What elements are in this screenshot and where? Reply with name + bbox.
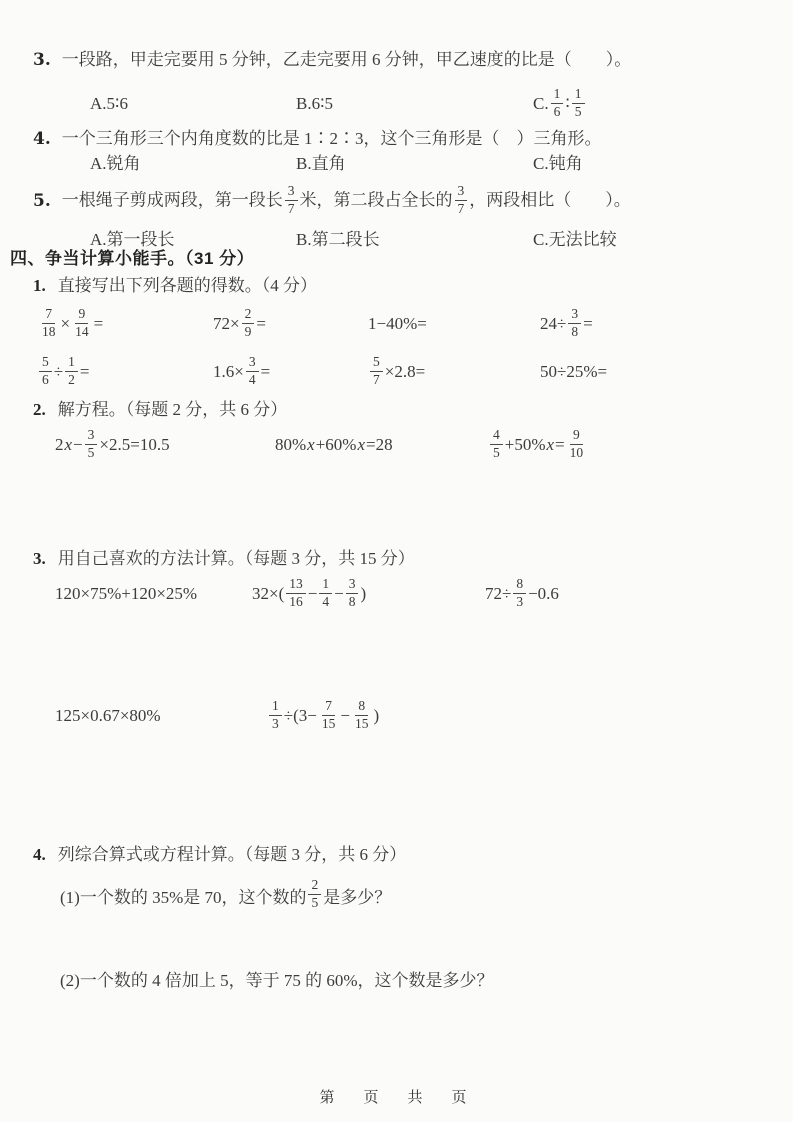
- fraction: $\frac{1}{5}$: [572, 87, 585, 120]
- item-1-row-1: [0, 301, 793, 347]
- item-2-number: 2.: [33, 400, 46, 419]
- item-3-row-1: [0, 570, 793, 618]
- fraction: $\frac{1}{4}$: [319, 577, 332, 610]
- section-4-title: 四、争当计算小能手。（31 分）: [10, 249, 255, 268]
- item-3-number: 3.: [33, 549, 46, 568]
- calc-expression: 125×0.67×80%: [55, 706, 161, 725]
- section-4-item-4: [33, 843, 775, 866]
- fraction: $\frac{5}{6}$: [39, 355, 52, 388]
- fraction: $\frac{7}{15}$: [321, 697, 336, 731]
- calc-expression: 72÷ $\frac{8}{3}$ −0.6: [485, 575, 559, 609]
- question-5-option-c: C.无法比较: [533, 229, 617, 249]
- item-2-equations: [0, 421, 793, 469]
- item-4-sub-1: [0, 872, 793, 918]
- question-4-option-b: B.直角: [296, 153, 346, 173]
- question-5-stem: 一根绳子剪成两段，第一段长 $\frac{3}{7}$ 米，第二段占全长的 $\frac{3}{7}$ ，两段相比（ ）。: [61, 182, 631, 216]
- item-2-title: 解方程。（每题 2 分，共 6 分）: [57, 400, 288, 419]
- question-5: [33, 178, 775, 224]
- equation: 2 x − $\frac{3}{5}$ ×2.5=10.5: [55, 426, 170, 460]
- calc-expression: 24÷ $\frac{3}{8}$ =: [540, 305, 593, 339]
- item-4-title: 列综合算式或方程计算。（每题 3 分，共 6 分）: [57, 845, 407, 864]
- fraction: $\frac{9}{14}$: [75, 305, 89, 339]
- question-3-option-a: A.5∶6: [90, 94, 128, 113]
- item-1-number: 1.: [33, 276, 46, 295]
- calc-expression: 72× $\frac{2}{9}$ =: [213, 305, 266, 339]
- calc-expression: 50÷25%=: [540, 362, 608, 381]
- word-problem: (1)一个数的 35%是 70，这个数的 $\frac{2}{5}$ 是多少？: [60, 876, 392, 910]
- fraction: $\frac{3}{7}$: [285, 184, 298, 217]
- question-4-options: [0, 150, 793, 172]
- fraction: $\frac{1}{2}$: [65, 355, 78, 388]
- section-4-item-3: [33, 547, 775, 570]
- item-1-title: 直接写出下列各题的得数。（4 分）: [57, 276, 317, 295]
- fraction: $\frac{2}{5}$: [308, 878, 321, 911]
- fraction: $\frac{1}{6}$: [551, 87, 564, 120]
- calc-expression: $\frac{5}{6}$ ÷ $\frac{1}{2}$ =: [37, 349, 89, 395]
- item-3-row-2: [0, 692, 793, 740]
- question-5-option-b: B.第二段长: [296, 229, 380, 249]
- calc-expression: 1−40%=: [368, 314, 427, 333]
- item-3-title: 用自己喜欢的方法计算。（每题 3 分，共 15 分）: [57, 549, 415, 568]
- question-5-number: 5.: [33, 190, 51, 211]
- question-4: [33, 127, 775, 151]
- fraction: $\frac{3}{5}$: [85, 428, 98, 461]
- fraction: $\frac{3}{4}$: [246, 355, 259, 388]
- fraction: $\frac{8}{15}$: [354, 697, 369, 731]
- section-4-item-1: [33, 274, 775, 297]
- question-3-options: [0, 84, 793, 124]
- fraction: $\frac{3}{8}$: [568, 307, 581, 340]
- equation: $\frac{4}{5}$ +50% x = $\frac{9}{10}$: [488, 421, 588, 469]
- calc-expression: 120×75%+120×25%: [55, 584, 198, 603]
- question-3-stem: 一段路，甲走完要用 5 分钟，乙走完要用 6 分钟，甲乙速度的比是（ ）。: [61, 50, 632, 69]
- question-5-options: [0, 226, 793, 248]
- calc-expression: $\frac{5}{7}$ ×2.8=: [368, 349, 425, 395]
- question-4-option-a: A.锐角: [90, 153, 141, 173]
- question-4-option-c: C.钝角: [533, 153, 583, 173]
- fraction: $\frac{4}{5}$: [490, 428, 503, 461]
- fraction: $\frac{3}{7}$: [455, 184, 468, 217]
- calc-expression: $\frac{7}{18}$ × $\frac{9}{14}$ =: [37, 301, 103, 347]
- fraction: $\frac{9}{10}$: [569, 426, 584, 460]
- question-3: [33, 48, 775, 72]
- question-3-option-c: C. $\frac{1}{6}$ ∶ $\frac{1}{5}$: [533, 84, 587, 124]
- fraction: $\frac{5}{7}$: [370, 355, 383, 388]
- calc-expression: 32×( $\frac{13}{16}$ − $\frac{1}{4}$ − $\frac{3}{8}$ ): [252, 575, 367, 609]
- calc-expression: 1.6× $\frac{3}{4}$ =: [213, 353, 271, 387]
- item-4-sub-2: [0, 966, 793, 990]
- question-3-number: 3.: [33, 50, 51, 70]
- equation: 80% x +60% x =28: [275, 435, 393, 454]
- fraction: $\frac{3}{8}$: [346, 577, 359, 610]
- fraction: $\frac{2}{9}$: [242, 307, 255, 340]
- fraction: $\frac{13}{16}$: [286, 577, 306, 610]
- fraction: $\frac{1}{3}$: [269, 699, 282, 732]
- fraction: $\frac{7}{18}$: [42, 305, 56, 339]
- word-problem: (2)一个数的 4 倍加上 5，等于 75 的 60%，这个数是多少？: [60, 970, 494, 990]
- question-3-option-b: B.6∶5: [296, 94, 334, 113]
- page-footer: 第 页 共 页: [319, 1089, 474, 1106]
- question-4-number: 4.: [33, 129, 51, 149]
- question-4-stem: 一个三角形三个内角度数的比是 1∶2∶3，这个三角形是（ ）三角形。: [61, 129, 602, 148]
- question-5-option-a: A.第一段长: [90, 229, 175, 249]
- calc-expression: $\frac{1}{3}$ ÷(3− $\frac{7}{15}$ − $\frac{8}{15}$ ): [267, 692, 379, 740]
- item-1-row-2: [0, 349, 793, 395]
- fraction: $\frac{8}{3}$: [513, 577, 526, 610]
- section-4-item-2: [33, 398, 775, 421]
- item-4-number: 4.: [33, 845, 46, 864]
